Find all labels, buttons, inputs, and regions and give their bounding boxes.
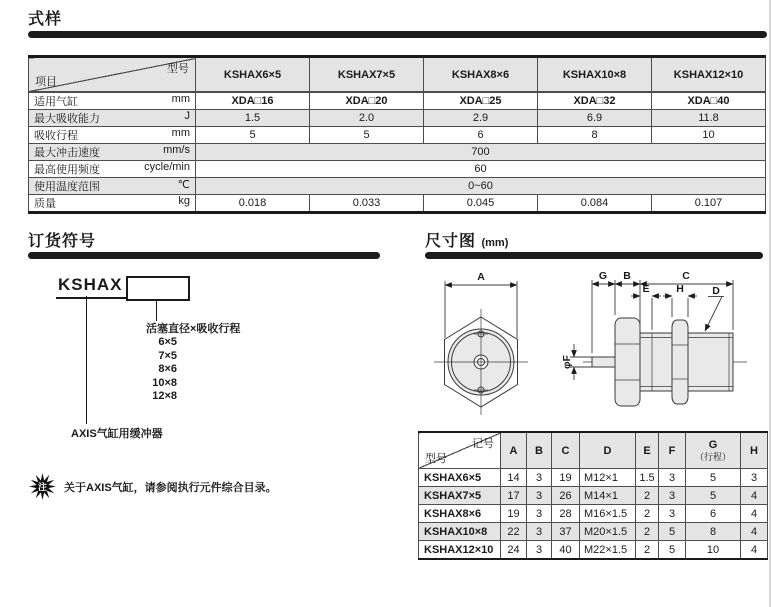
- dim-cell: M20×1.5: [580, 523, 636, 541]
- spec-model-header: KSHAX7×5: [310, 57, 424, 93]
- corner-label-item: 项目: [35, 76, 57, 88]
- cell-value: 2.9: [424, 110, 538, 127]
- dim-cell: 3: [527, 541, 552, 560]
- dims-section-rule: [425, 252, 763, 259]
- cell-value: XDA□40: [652, 92, 766, 110]
- dim-label-C: C: [682, 270, 690, 282]
- dim-cell: M12×1: [580, 469, 636, 487]
- dims-title-unit: (mm): [481, 237, 509, 249]
- cell-value: 5: [310, 127, 424, 144]
- option-item: 10×8: [152, 376, 177, 389]
- dim-cell: 3: [527, 469, 552, 487]
- row-label: 适用气缸: [34, 96, 78, 108]
- dim-cell: 4: [741, 523, 768, 541]
- corner-label-model: 型号: [425, 453, 447, 465]
- dim-cell: 3: [659, 487, 686, 505]
- dim-col-header-G: G （行程）: [686, 432, 741, 469]
- dim-cell: 5: [659, 523, 686, 541]
- dim-cell: 3: [659, 505, 686, 523]
- spec-row-frequency: [29, 161, 766, 178]
- dim-col-header: D: [580, 432, 636, 469]
- dims-section-title: [425, 228, 508, 251]
- dim-row: [419, 487, 768, 505]
- cell-value: XDA□32: [538, 92, 652, 110]
- spec-model-header: KSHAX8×6: [424, 57, 538, 93]
- dimension-table: [418, 431, 768, 560]
- dim-cell: M16×1.5: [580, 505, 636, 523]
- dim-cell: 2: [636, 523, 659, 541]
- option-item: 8×6: [158, 363, 177, 375]
- cell-value: 0.107: [652, 195, 766, 213]
- dim-row-model: KSHAX10×8: [419, 523, 501, 541]
- cell-value: 1.5: [196, 110, 310, 127]
- spec-row-cylinder: [29, 92, 766, 110]
- dim-cell: 4: [741, 505, 768, 523]
- cell-value: 0.033: [310, 195, 424, 213]
- dim-label-D: D: [712, 285, 720, 297]
- dim-cell: 3: [527, 505, 552, 523]
- row-label: 最大冲击速度: [34, 147, 100, 159]
- dim-cell: 3: [741, 469, 768, 487]
- option-item: 7×5: [158, 349, 177, 362]
- dim-row-model: KSHAX8×6: [419, 505, 501, 523]
- note-starburst-icon: [29, 473, 56, 500]
- dim-col-header: A: [501, 432, 527, 469]
- spec-model-header: KSHAX6×5: [196, 57, 310, 93]
- dim-col-header: F: [659, 432, 686, 469]
- dim-row: [419, 541, 768, 560]
- cell-value: XDA□16: [196, 92, 310, 110]
- dim-cell: 2: [636, 505, 659, 523]
- spec-section-rule: [28, 31, 767, 38]
- dim-cell: M22×1.5: [580, 541, 636, 560]
- dimension-drawing: [425, 265, 771, 435]
- dim-label-B: B: [623, 270, 631, 282]
- code-leader-line: [86, 296, 87, 424]
- option-heading: 活塞直径×吸收行程: [146, 323, 241, 335]
- dim-cell: 22: [501, 523, 527, 541]
- dim-cell: 40: [552, 541, 580, 560]
- dim-corner-cell: [419, 432, 501, 469]
- row-unit: kg: [178, 195, 190, 207]
- dim-header-row: [419, 432, 768, 469]
- spec-table: [28, 55, 766, 214]
- dim-row-model: KSHAX7×5: [419, 487, 501, 505]
- dim-cell: 2: [636, 541, 659, 560]
- spec-row-temperature: [29, 178, 766, 195]
- dim-cell: 5: [686, 469, 741, 487]
- dim-label-H: H: [676, 283, 684, 295]
- cell-value: 0.084: [538, 195, 652, 213]
- row-unit: cycle/min: [144, 161, 190, 173]
- row-unit: ℃: [177, 179, 190, 191]
- dim-label-phiF: φF: [561, 355, 573, 369]
- dim-col-header: E: [636, 432, 659, 469]
- row-label: 吸收行程: [34, 130, 78, 142]
- spec-row-energy: [29, 110, 766, 127]
- row-label: 最大吸收能力: [34, 113, 100, 125]
- dim-cell: 4: [741, 487, 768, 505]
- dim-label-E: E: [642, 283, 650, 295]
- dim-cell: 5: [659, 541, 686, 560]
- dim-cell: 3: [527, 523, 552, 541]
- spec-row-mass: [29, 195, 766, 213]
- dim-row-model: KSHAX6×5: [419, 469, 501, 487]
- cell-value-merged: 700: [196, 144, 766, 161]
- cell-value-merged: 0~60: [196, 178, 766, 195]
- cell-value: XDA□20: [310, 92, 424, 110]
- dim-cell: 26: [552, 487, 580, 505]
- dim-cell: 3: [659, 469, 686, 487]
- dim-col-header: C: [552, 432, 580, 469]
- corner-label-model: 型号: [167, 63, 189, 75]
- note-badge-character: 注: [37, 482, 47, 492]
- option-item: 6×5: [158, 336, 177, 348]
- spec-corner-cell: [29, 57, 196, 93]
- cell-value: 6: [424, 127, 538, 144]
- option-list: [118, 336, 177, 404]
- dim-cell: 4: [741, 541, 768, 560]
- dim-cell: 19: [552, 469, 580, 487]
- dim-cell: 28: [552, 505, 580, 523]
- dim-col-header: B: [527, 432, 552, 469]
- row-unit: mm/s: [163, 144, 190, 156]
- dim-cell: 17: [501, 487, 527, 505]
- dim-cell: 19: [501, 505, 527, 523]
- dim-row: [419, 523, 768, 541]
- dim-cell: 14: [501, 469, 527, 487]
- spec-row-speed: [29, 144, 766, 161]
- cell-value: 5: [196, 127, 310, 144]
- row-label: 最高使用频度: [34, 164, 100, 176]
- order-option-box: [126, 276, 190, 301]
- option-leader-line: [156, 299, 157, 321]
- spec-header-row: [29, 57, 766, 93]
- dim-row-model: KSHAX12×10: [419, 541, 501, 560]
- cell-value: 8: [538, 127, 652, 144]
- dim-cell: 8: [686, 523, 741, 541]
- row-unit: J: [184, 110, 190, 122]
- dim-row: [419, 469, 768, 487]
- cell-value: XDA□25: [424, 92, 538, 110]
- cell-value: 0.045: [424, 195, 538, 213]
- dim-cell: 3: [527, 487, 552, 505]
- code-meaning-label: AXIS气缸用缓冲器: [71, 428, 163, 440]
- dim-cell: 24: [501, 541, 527, 560]
- corner-label-symbol: 记号: [472, 438, 494, 450]
- dim-cell: 10: [686, 541, 741, 560]
- dims-title-text: 尺寸图: [425, 233, 477, 250]
- spec-model-header: KSHAX10×8: [538, 57, 652, 93]
- row-unit: mm: [171, 93, 190, 105]
- row-unit: mm: [171, 127, 190, 139]
- order-section-title: 订货符号: [28, 233, 97, 250]
- dim-col-header: H: [741, 432, 768, 469]
- cell-value: 11.8: [652, 110, 766, 127]
- spec-model-header: KSHAX12×10: [652, 57, 766, 93]
- spec-section-title: 式样: [28, 11, 63, 28]
- row-label: 使用温度范围: [34, 181, 100, 193]
- dim-cell: 1.5: [636, 469, 659, 487]
- dim-cell: 2: [636, 487, 659, 505]
- dim-col-header-G-sub: （行程）: [694, 451, 731, 462]
- row-label: 质量: [34, 198, 56, 210]
- dim-row: [419, 505, 768, 523]
- cell-value: 10: [652, 127, 766, 144]
- option-item: 12×8: [152, 390, 177, 402]
- order-section-rule: [28, 252, 380, 259]
- cell-value: 2.0: [310, 110, 424, 127]
- cell-value: 0.018: [196, 195, 310, 213]
- spec-row-stroke: [29, 127, 766, 144]
- note-row: [29, 473, 277, 500]
- dim-label-G: G: [598, 270, 608, 282]
- cell-value-merged: 60: [196, 161, 766, 178]
- dim-cell: 5: [686, 487, 741, 505]
- dim-label-A: A: [477, 271, 485, 283]
- dim-cell: 6: [686, 505, 741, 523]
- dim-cell: M14×1: [580, 487, 636, 505]
- cell-value: 6.9: [538, 110, 652, 127]
- order-base-code: KSHAX: [56, 275, 127, 299]
- dim-cell: 37: [552, 523, 580, 541]
- note-text: 关于AXIS气缸，请参阅执行元件综合目录。: [64, 481, 277, 494]
